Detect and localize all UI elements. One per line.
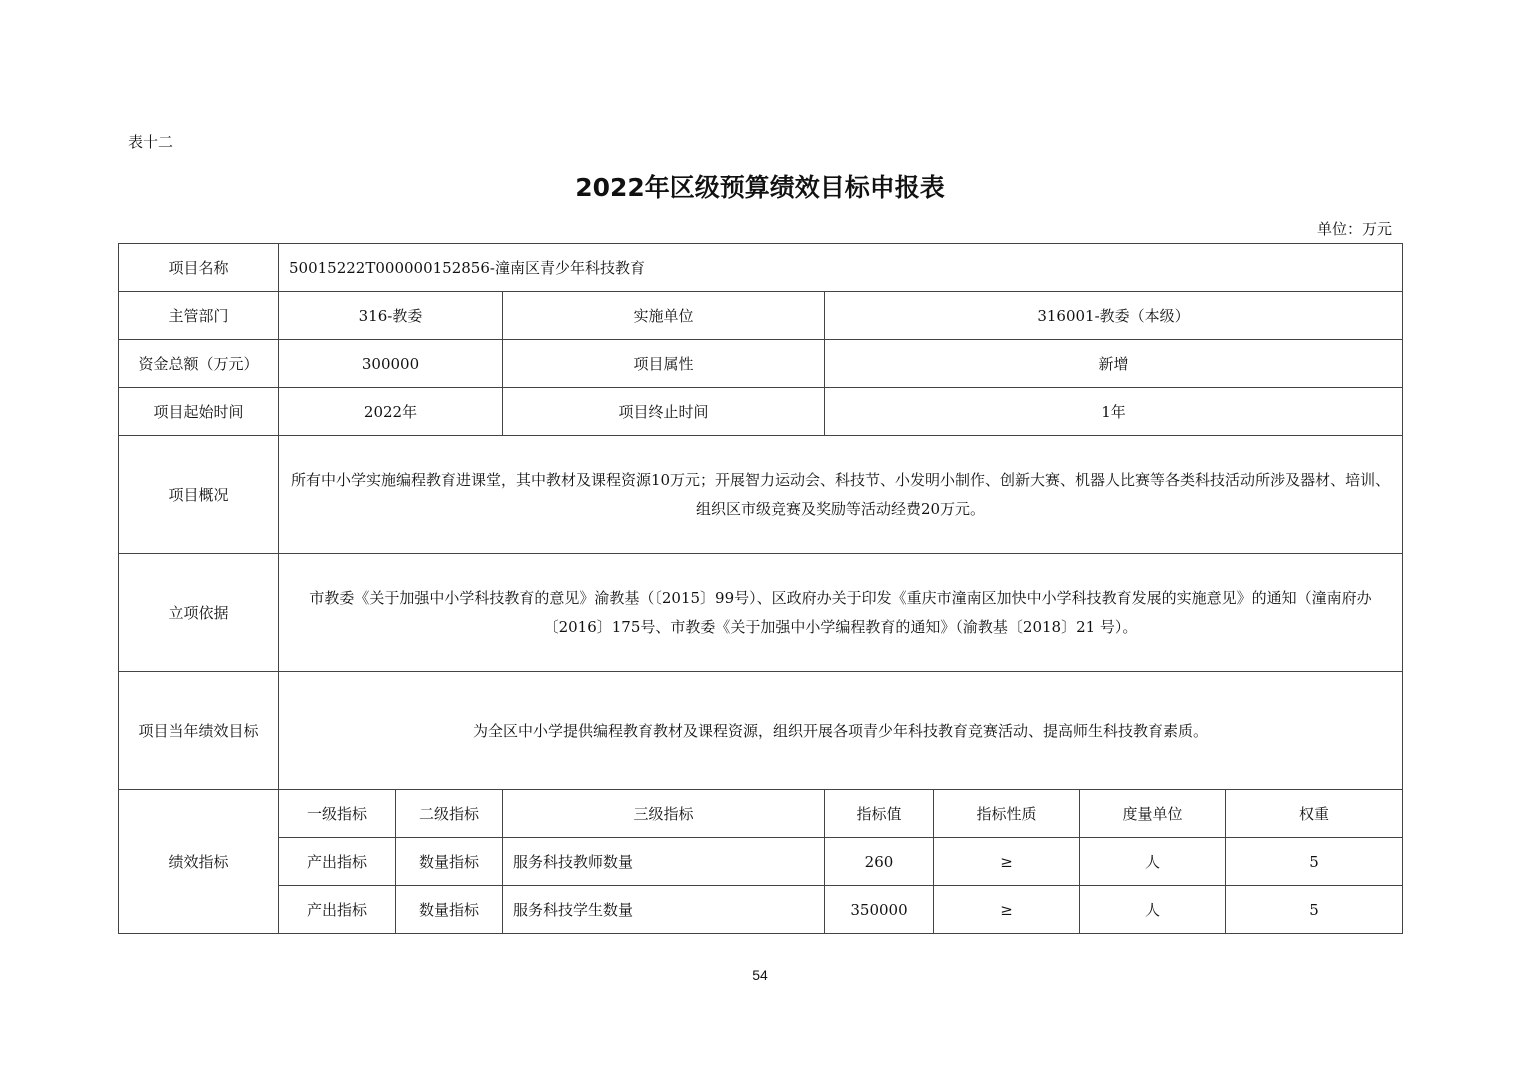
- impl-unit-value: 316001-教委（本级）: [825, 292, 1403, 340]
- indicator-value: 260: [825, 838, 934, 886]
- indicator-row: [119, 838, 1403, 886]
- indicator-level3: 服务科技教师数量: [503, 838, 825, 886]
- project-attr-value: 新增: [825, 340, 1403, 388]
- end-time-label: 项目终止时间: [503, 388, 825, 436]
- indicators-label: 绩效指标: [119, 790, 279, 934]
- report-table: [118, 243, 1403, 934]
- basis-label: 立项依据: [119, 554, 279, 672]
- indicator-nature: ≥: [934, 886, 1080, 934]
- header-level2: 二级指标: [396, 790, 503, 838]
- indicator-unit: 人: [1080, 838, 1226, 886]
- basis-row: [119, 554, 1403, 672]
- table-label: 表十二: [128, 133, 174, 151]
- header-unit: 度量单位: [1080, 790, 1226, 838]
- unit-label: 单位：万元: [1316, 220, 1392, 238]
- page-title: 2022年区级预算绩效目标申报表: [575, 173, 945, 202]
- indicator-level1: 产出指标: [279, 886, 396, 934]
- funding-row: [119, 340, 1403, 388]
- project-attr-label: 项目属性: [503, 340, 825, 388]
- start-time-value: 2022年: [279, 388, 503, 436]
- impl-unit-label: 实施单位: [503, 292, 825, 340]
- indicator-value: 350000: [825, 886, 934, 934]
- indicator-row: [119, 886, 1403, 934]
- page-number: 54: [752, 967, 768, 983]
- overview-row: [119, 436, 1403, 554]
- start-time-label: 项目起始时间: [119, 388, 279, 436]
- funding-label: 资金总额（万元）: [119, 340, 279, 388]
- department-label: 主管部门: [119, 292, 279, 340]
- header-weight: 权重: [1226, 790, 1403, 838]
- header-nature: 指标性质: [934, 790, 1080, 838]
- department-value: 316-教委: [279, 292, 503, 340]
- indicator-weight: 5: [1226, 838, 1403, 886]
- basis-text: 市教委《关于加强中小学科技教育的意见》渝教基（〔2015〕99号）、区政府办关于印发《重庆市潼南区加快中小学科技教育发展的实施意见》的通知（潼南府办〔2016〕175号、市教委《关于加强中小学编程教育的通知》（渝教基〔2018〕21 号）。: [279, 554, 1403, 672]
- overview-label: 项目概况: [119, 436, 279, 554]
- end-time-value: 1年: [825, 388, 1403, 436]
- goal-label: 项目当年绩效目标: [119, 672, 279, 790]
- department-row: [119, 292, 1403, 340]
- goal-row: [119, 672, 1403, 790]
- project-name-label: 项目名称: [119, 244, 279, 292]
- header-value: 指标值: [825, 790, 934, 838]
- time-row: [119, 388, 1403, 436]
- indicator-header-row: [119, 790, 1403, 838]
- header-level3: 三级指标: [503, 790, 825, 838]
- funding-value: 300000: [279, 340, 503, 388]
- indicator-level1: 产出指标: [279, 838, 396, 886]
- indicator-nature: ≥: [934, 838, 1080, 886]
- header-level1: 一级指标: [279, 790, 396, 838]
- goal-text: 为全区中小学提供编程教育教材及课程资源，组织开展各项青少年科技教育竞赛活动、提高师生科技教育素质。: [279, 672, 1403, 790]
- indicator-weight: 5: [1226, 886, 1403, 934]
- indicator-level3: 服务科技学生数量: [503, 886, 825, 934]
- project-name-value: 50015222T000000152856-潼南区青少年科技教育: [279, 244, 1403, 292]
- project-name-row: [119, 244, 1403, 292]
- indicator-level2: 数量指标: [396, 838, 503, 886]
- indicator-level2: 数量指标: [396, 886, 503, 934]
- indicator-unit: 人: [1080, 886, 1226, 934]
- overview-text: 所有中小学实施编程教育进课堂，其中教材及课程资源10万元；开展智力运动会、科技节、小发明小制作、创新大赛、机器人比赛等各类科技活动所涉及器材、培训、组织区市级竞赛及奖励等活动经费20万元。: [279, 436, 1403, 554]
